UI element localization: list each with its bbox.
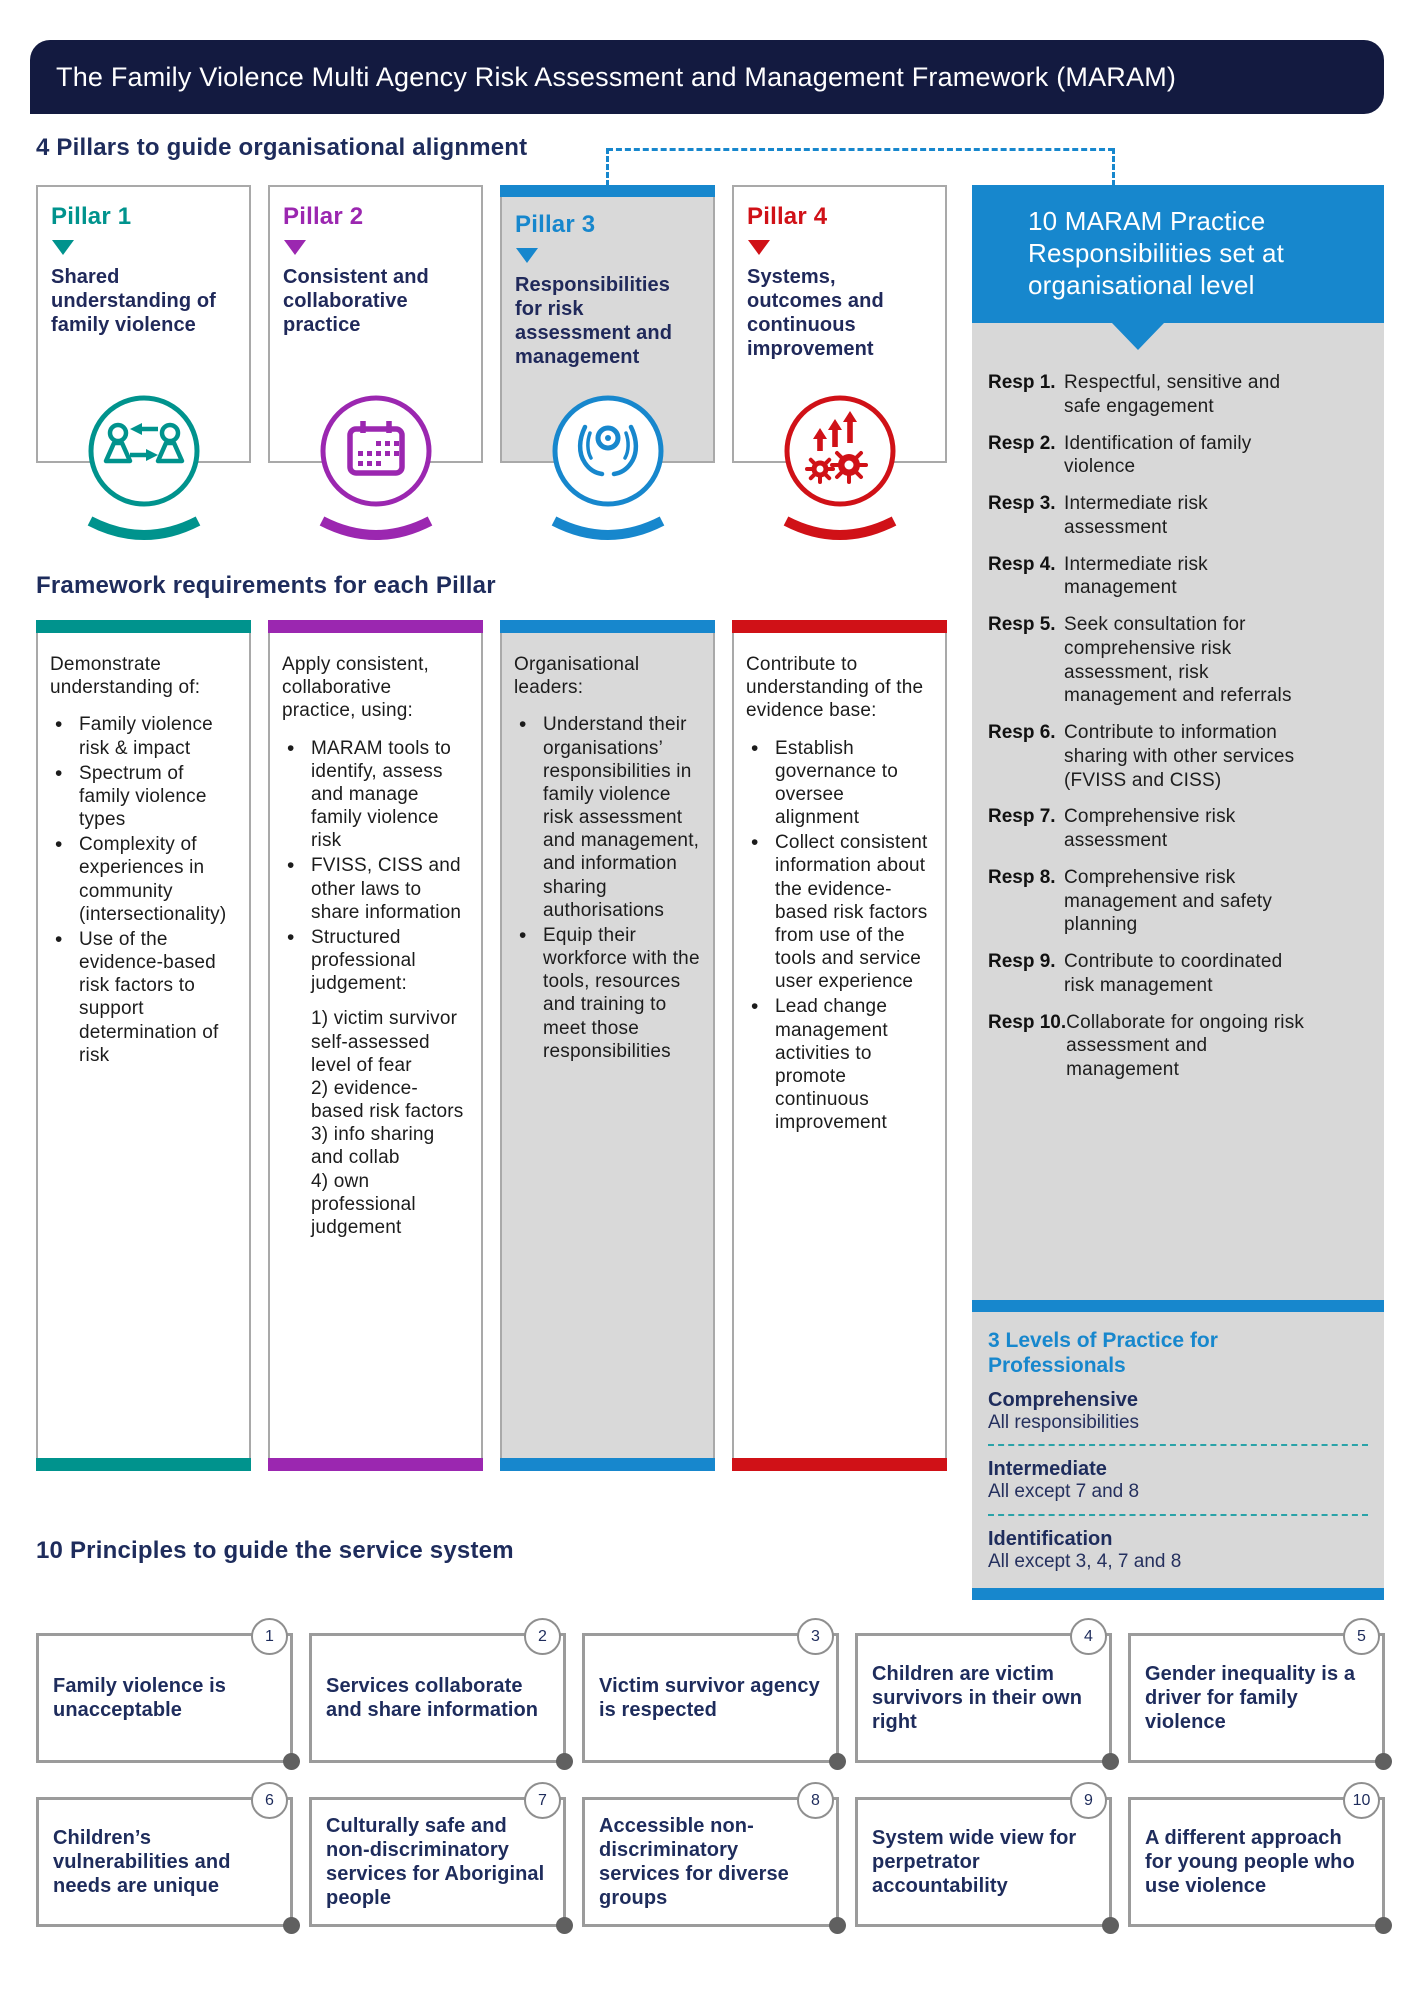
responsibility-label: Resp 2. [988,432,1056,454]
levels-of-practice [988,1300,1368,1600]
pillar-2-label: Pillar 2 [283,203,364,230]
pillars-heading: 4 Pillars to guide organisational alignment [36,134,528,161]
column-bottom-bar [500,1458,715,1471]
framework-column-2 [268,620,483,1471]
responsibility-item [988,866,1368,937]
dashed-divider [988,1514,1368,1516]
principle-card-2 [309,1627,566,1763]
column-intro: Contribute to understanding of the evidence base: [746,654,924,722]
responsibility-label: Resp 9. [988,951,1056,972]
principle-text: System wide view for perpetrator accountability [872,1827,1077,1897]
column-intro: Organisational leaders: [514,654,640,699]
corner-dot-icon [829,1753,846,1770]
principle-card-1 [36,1627,293,1763]
framework-column-1 [36,620,251,1471]
column-top-bar [500,620,715,633]
bullet-item: • Structured professional judgement: [282,926,469,996]
responsibility-text: Contribute to information sharing with other services (FVISS and CISS) [1064,722,1295,791]
responsibility-text: Seek consultation for comprehensive risk assessment, risk management and referrals [1064,614,1292,707]
principle-card-4 [855,1627,1112,1763]
principle-card-8 [582,1791,839,1927]
responsibility-item [988,950,1368,998]
bullet-item: • Spectrum of family violence types [50,762,237,832]
bullet-item: • Complexity of experiences in community (intersectionality) [50,833,237,926]
pillar-2-title: Consistent and collaborative practice [283,266,429,336]
corner-dot-icon [1102,1917,1119,1934]
principle-text: Children are victim survivors in their own right [872,1663,1083,1733]
bullet-item: • Collect consistent information about the evidence-based risk factors from use of the tools and service user experience [746,831,933,993]
bullet-item: • Establish governance to oversee alignment [746,737,933,830]
level-detail: All except 7 and 8 [988,1481,1140,1503]
column-top-bar [36,620,251,633]
principle-text: Accessible non-discriminatory services for diverse groups [599,1815,789,1909]
numbered-item: 2) evidence-based risk factors [311,1077,464,1123]
principle-card-6 [36,1791,293,1927]
pillar-card-2 [268,185,483,463]
principle-number-badge: 9 [1070,1782,1107,1819]
triangle-down-icon [748,240,770,255]
level-detail: All except 3, 4, 7 and 8 [988,1551,1182,1573]
principle-number-badge: 2 [524,1618,561,1655]
principle-text: A different approach for young people who use violence [1145,1827,1355,1897]
responsibility-text: Comprehensive risk assessment [1064,806,1236,851]
responsibility-label: Resp 1. [988,372,1056,393]
principle-number-badge: 8 [797,1782,834,1819]
framework-column-3 [500,620,715,1471]
bullet-item: • Understand their organisations’ responsibilities in family violence risk assessment and management, and information sharing authorisations [514,713,701,922]
pillar-card-4 [732,185,947,463]
corner-dot-icon [829,1917,846,1934]
responsibility-text: Respectful, sensitive and safe engagement [1064,372,1281,417]
responsibilities-list [988,323,1368,1300]
principle-text: Victim survivor agency is respected [599,1675,820,1721]
level-detail: All responsibilities [988,1411,1140,1433]
notch-triangle-icon [1112,323,1164,350]
pillar-card-3 [500,185,715,463]
principle-card-10 [1128,1791,1385,1927]
pillar-3-highlight-bar [500,185,715,197]
corner-dot-icon [1375,1753,1392,1770]
pillar-3-title: Responsibilities for risk assessment and management [515,274,673,368]
responsibility-label: Resp 10. [988,1011,1067,1033]
responsibilities-panel [972,185,1384,1600]
pillar-1-label: Pillar 1 [51,203,132,230]
column-intro: Apply consistent, collaborative practice, using: [282,654,430,722]
principles-heading: 10 Principles to guide the service system [36,1537,514,1564]
principle-number-badge: 7 [524,1782,561,1819]
pillar-cards [36,185,947,463]
connector-drop-right [1112,148,1115,186]
principle-card-5 [1128,1627,1385,1763]
triangle-down-icon [52,240,74,255]
responsibility-label: Resp 4. [988,553,1056,575]
responsibility-label: Resp 5. [988,614,1056,635]
responsibility-text: Identification of family violence [1064,432,1252,478]
pillar-3-label: Pillar 3 [515,211,596,238]
corner-dot-icon [283,1753,300,1770]
responsibility-text: Intermediate risk assessment [1064,493,1208,538]
framework-columns [36,620,947,1471]
principle-number-badge: 6 [251,1782,288,1819]
calendar-icon [306,393,446,545]
responsibilities-title: 10 MARAM Practice Responsibilities set at organisational level [1028,206,1285,300]
level-name: Comprehensive [988,1388,1139,1411]
responsibility-item [988,805,1368,853]
responsibility-label: Resp 8. [988,866,1056,888]
principle-number-badge: 3 [797,1618,834,1655]
framework-heading: Framework requirements for each Pillar [36,572,496,599]
pillar-card-1 [36,185,251,463]
responsibility-item [988,432,1368,480]
triangle-down-icon [516,248,538,263]
pillar-4-title: Systems, outcomes and continuous improvement [747,266,884,360]
numbered-item: 4) own professional judgement [311,1170,416,1238]
responsibility-label: Resp 3. [988,493,1056,514]
responsibility-label: Resp 7. [988,806,1056,828]
level-name: Identification [988,1528,1113,1551]
responsibility-text: Comprehensive risk management and safety planning [1064,866,1273,936]
page-title: The Family Violence Multi Agency Risk Assessment and Management Framework (MARAM) [56,61,1177,92]
bullet-item: • Use of the evidence-based risk factors to support determination of risk [50,928,237,1067]
principle-card-7 [309,1791,566,1927]
responsibility-item [988,1011,1368,1082]
corner-dot-icon [283,1917,300,1934]
principle-number-badge: 5 [1343,1618,1380,1655]
principle-text: Culturally safe and non-discriminatory services for Aboriginal people [326,1815,545,1909]
responsibility-item [988,553,1368,601]
principle-number-badge: 4 [1070,1618,1107,1655]
column-bottom-bar [732,1458,947,1471]
numbered-item: 3) info sharing and collab [311,1124,435,1169]
column-bottom-bar [268,1458,483,1471]
numbered-item: 1) victim survivor self-assessed level of fear [311,1008,458,1076]
responsibility-text: Collaborate for ongoing risk assessment and management [1066,1011,1305,1080]
connector-dashed-line [607,148,1114,151]
principle-text: Children’s vulnerabilities and needs are unique [53,1827,231,1897]
corner-dot-icon [556,1753,573,1770]
blue-divider-bar [972,1588,1384,1600]
principle-card-9 [855,1791,1112,1927]
framework-column-4 [732,620,947,1471]
bullet-item: • MARAM tools to identify, assess and manage family violence risk [282,737,469,853]
column-top-bar [268,620,483,633]
bullet-item: • Family violence risk & impact [50,713,237,759]
responsibility-item [988,492,1368,540]
principle-card-3 [582,1627,839,1763]
level-name: Intermediate [988,1458,1107,1481]
connector-drop-left [606,148,609,186]
levels-title: 3 Levels of Practice for Professionals [988,1329,1218,1378]
hands-holding-icon [538,393,678,545]
dashed-divider [988,1444,1368,1446]
responsibility-text: Contribute to coordinated risk management [1064,951,1283,996]
column-intro: Demonstrate understanding of: [50,654,201,699]
title-bar [30,40,1384,114]
responsibility-text: Intermediate risk management [1064,553,1208,599]
responsibility-item [988,721,1368,792]
blue-divider-bar [972,1300,1384,1312]
principle-text: Services collaborate and share information [326,1675,539,1721]
people-exchange-icon [74,393,214,545]
responsibility-item [988,371,1368,419]
principles-grid [36,1627,1385,1927]
triangle-down-icon [284,240,306,255]
responsibilities-body [972,323,1384,1600]
corner-dot-icon [556,1917,573,1934]
column-top-bar [732,620,947,633]
principle-text: Gender inequality is a driver for family violence [1145,1663,1356,1733]
corner-dot-icon [1375,1917,1392,1934]
bullet-item: • Lead change management activities to promote continuous improvement [746,995,933,1134]
bullet-item: • Equip their workforce with the tools, resources and training to meet those responsibilities [514,924,701,1063]
bullet-item: • FVISS, CISS and other laws to share information [282,854,469,924]
growth-gears-icon [770,393,910,545]
responsibilities-header [972,185,1384,323]
corner-dot-icon [1102,1753,1119,1770]
principle-number-badge: 10 [1343,1782,1380,1819]
responsibility-label: Resp 6. [988,722,1056,743]
column-bottom-bar [36,1458,251,1471]
principle-number-badge: 1 [251,1618,288,1655]
pillar-4-label: Pillar 4 [747,203,828,230]
principle-text: Family violence is unacceptable [53,1675,226,1721]
responsibility-item [988,613,1368,708]
numbered-list [311,1007,469,1239]
pillar-1-title: Shared understanding of family violence [51,266,216,336]
